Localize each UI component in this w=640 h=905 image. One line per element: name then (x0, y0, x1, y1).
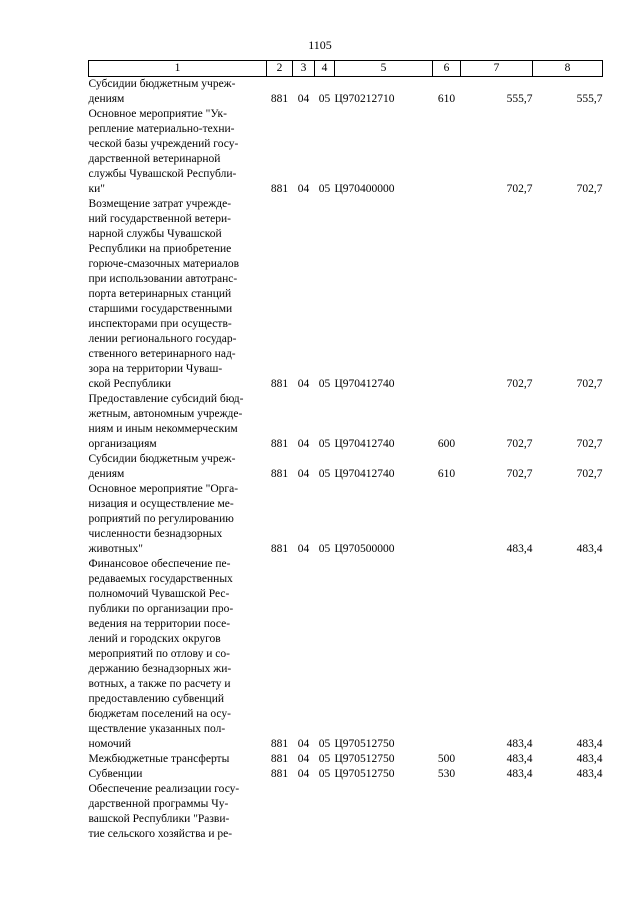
row-expense-type: 610 (437, 468, 456, 480)
row-target-article: Ц970412740 (334, 468, 395, 480)
row-ministry-code: 881 (270, 753, 289, 765)
col-header-4: 4 (315, 61, 335, 77)
row-amount-2: 702,7 (576, 378, 603, 390)
row-amount-1: 702,7 (506, 468, 533, 480)
row-amount-2: 483,4 (576, 543, 603, 555)
row-amount-2: 483,4 (576, 768, 603, 780)
row-amount-1: 483,4 (506, 753, 533, 765)
row-amount-1: 483,4 (506, 543, 533, 555)
header-row (89, 61, 603, 77)
row-expense-type (433, 482, 461, 557)
row-expense-type: 610 (437, 93, 456, 105)
row-ministry-code: 881 (270, 93, 289, 105)
col-header-7: 7 (461, 61, 533, 77)
col-header-3: 3 (293, 61, 315, 77)
row-amount-1: 702,7 (506, 378, 533, 390)
row-name: Предоставление субсидий бюд- жетным, автономным учрежде- ниям и иным некоммерческим организациям (88, 393, 244, 450)
row-section: 04 (297, 768, 310, 780)
row-amount-2: 702,7 (576, 183, 603, 195)
row-name: Обеспечение реализации госу- дарственной программы Чу- вашской Республики "Разви- тие сельского хозяйства и ре- (88, 783, 240, 840)
page-number: 1105 (308, 38, 332, 52)
row-name: Основное мероприятие "Орга- низация и осуществление ме- роприятий по регулированию численности безнадзорных животных" (88, 483, 239, 555)
row-expense-type (433, 107, 461, 197)
col-header-6: 6 (433, 61, 461, 77)
row-section: 04 (297, 183, 310, 195)
row-section (293, 782, 315, 842)
row-section: 04 (297, 738, 310, 750)
col-header-1: 1 (89, 61, 267, 77)
table-row (89, 197, 603, 392)
row-subsection: 05 (318, 753, 331, 765)
row-ministry-code: 881 (270, 438, 289, 450)
row-subsection: 05 (318, 183, 331, 195)
row-ministry-code: 881 (270, 768, 289, 780)
row-name: Возмещение затрат учрежде- ний государственной ветери- нарной службы Чувашской Республики на приобретение горюче-смазочных материалов при использовании автотранс- порта ветеринарных станций старшими государственными инспекторами при осуществ- лении регионального государ- ственного ветеринарного над- зора на территории Чуваш- ской Республики (88, 198, 240, 390)
row-name: Субсидии бюджетным учреж- дениям (88, 78, 236, 105)
row-expense-type: 500 (437, 753, 456, 765)
row-target-article: Ц970500000 (334, 543, 395, 555)
row-name: Субсидии бюджетным учреж- дениям (88, 453, 236, 480)
row-subsection: 05 (318, 543, 331, 555)
row-subsection: 05 (318, 378, 331, 390)
row-name: Основное мероприятие "Ук- репление материально-техни- ческой базы учреждений госу- дарственной ветеринарной службы Чувашской Республи- ки" (88, 108, 239, 195)
table-row (89, 107, 603, 197)
row-expense-type (433, 557, 461, 752)
row-amount-2: 483,4 (576, 738, 603, 750)
row-name: Субвенции (88, 768, 143, 780)
table-row (89, 782, 603, 842)
row-expense-type (433, 197, 461, 392)
table-header (89, 61, 603, 77)
row-amount-1 (461, 782, 533, 842)
row-amount-1: 702,7 (506, 183, 533, 195)
row-expense-type (433, 782, 461, 842)
row-ministry-code (267, 782, 293, 842)
table-body (89, 77, 603, 843)
col-header-8: 8 (533, 61, 603, 77)
col-header-2: 2 (267, 61, 293, 77)
row-expense-type: 600 (437, 438, 456, 450)
row-section: 04 (297, 378, 310, 390)
row-subsection: 05 (318, 738, 331, 750)
row-section: 04 (297, 543, 310, 555)
row-name: Межбюджетные трансферты (88, 753, 230, 765)
table-row (89, 392, 603, 452)
row-subsection: 05 (318, 768, 331, 780)
row-target-article: Ц970412740 (334, 378, 395, 390)
row-ministry-code: 881 (270, 183, 289, 195)
row-target-article: Ц970412740 (334, 438, 395, 450)
budget-table (88, 60, 603, 842)
row-subsection (315, 782, 335, 842)
row-amount-2 (533, 782, 603, 842)
row-target-article: Ц970512750 (334, 738, 395, 750)
row-amount-1: 702,7 (506, 438, 533, 450)
row-section: 04 (297, 93, 310, 105)
row-section: 04 (297, 468, 310, 480)
row-amount-1: 483,4 (506, 738, 533, 750)
col-header-5: 5 (335, 61, 433, 77)
row-section: 04 (297, 753, 310, 765)
table-row (89, 752, 603, 767)
row-ministry-code: 881 (270, 378, 289, 390)
row-amount-2: 555,7 (576, 93, 603, 105)
row-expense-type: 530 (437, 768, 456, 780)
row-target-article: Ц970400000 (334, 183, 395, 195)
row-subsection: 05 (318, 468, 331, 480)
row-amount-1: 483,4 (506, 768, 533, 780)
table-row (89, 482, 603, 557)
table-row (89, 452, 603, 482)
row-target-article (335, 782, 433, 842)
row-target-article: Ц970512750 (334, 753, 395, 765)
row-subsection: 05 (318, 93, 331, 105)
row-amount-1: 555,7 (506, 93, 533, 105)
row-section: 04 (297, 438, 310, 450)
row-ministry-code: 881 (270, 543, 289, 555)
row-target-article: Ц970512750 (334, 768, 395, 780)
table-row (89, 767, 603, 782)
table-row (89, 557, 603, 752)
row-target-article: Ц970212710 (334, 93, 395, 105)
row-amount-2: 483,4 (576, 753, 603, 765)
table-row (89, 77, 603, 108)
row-name: Финансовое обеспечение пе- редаваемых государственных полномочий Чувашской Рес- публики по организации про- ведения на территории посе- лений и городских округов мероприятий по отлову и со- держанию безнадзорных жи- вотных, а также по расчету и предоставлению субвенций бюджетам поселений на осу- ществление указанных пол- номочий (88, 558, 234, 750)
row-subsection: 05 (318, 438, 331, 450)
row-amount-2: 702,7 (576, 438, 603, 450)
row-ministry-code: 881 (270, 738, 289, 750)
row-ministry-code: 881 (270, 468, 289, 480)
row-amount-2: 702,7 (576, 468, 603, 480)
